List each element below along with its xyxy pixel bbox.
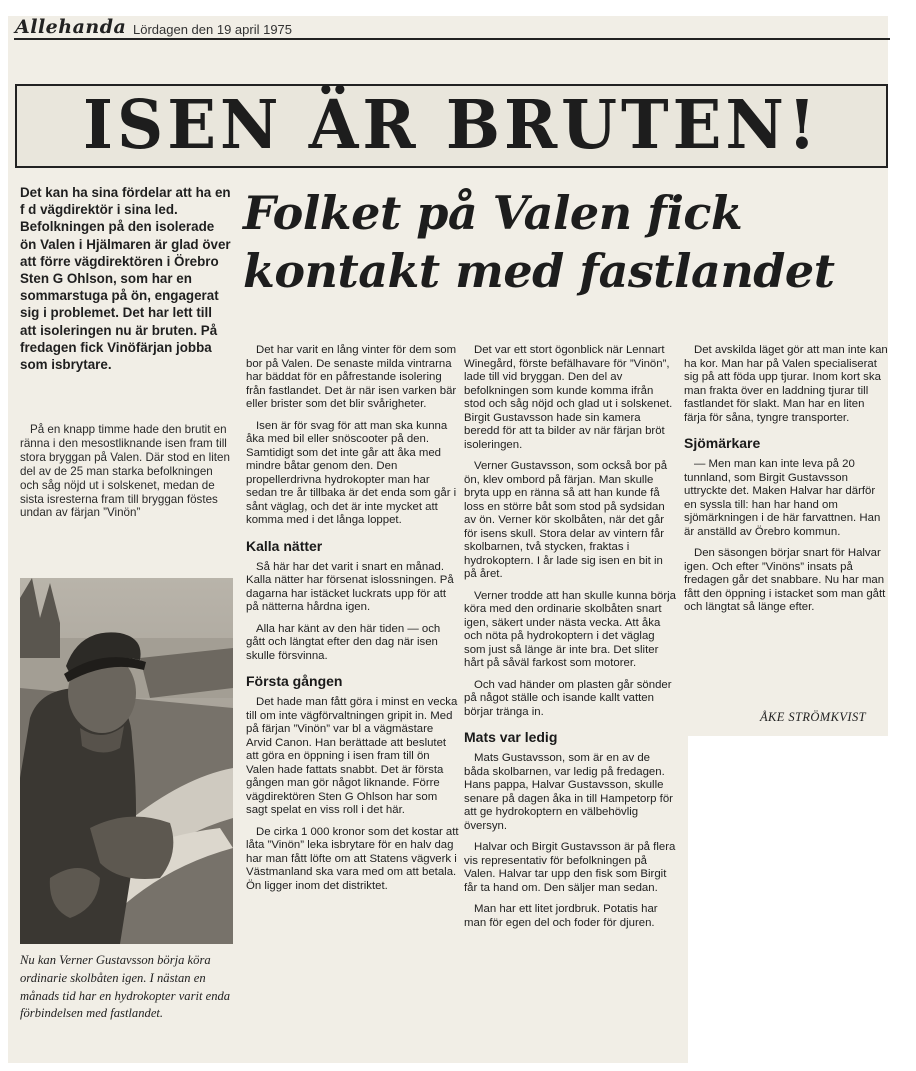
column-1-paragraph-5: Det hade man fått göra i minst en vecka till om inte vägförvaltningen gripit in. Med på färjan ”Vinön” var bl a vägmästare Arvid Canon. Han berättade att beslutet att göra en öppning i isen fram till ön Valen hade fattats snabbt. Det är första gången man gör något liknande. Förre vägdirektören Sten G Ohlson har som sagt spelat en viss roll i det här. <box>246 696 458 816</box>
article-column-2 <box>464 344 677 938</box>
column-2-paragraph-1: Det var ett stort ögonblick när Lennart Winegård, förste befälhavare för ”Vinön”, lade till vid bryggan. Den del av befolkningen som kunde komma ifrån stod och såg nöjd och glad ut i solskenet. Birgit Gustavsson hade sin kamera beredd för att ta bilder av när färjan bröt isoleringen. <box>464 344 673 451</box>
issue-date: Lördagen den 19 april 1975 <box>133 22 293 37</box>
column-1-paragraph-2: Isen är för svag för att man ska kunna åka med bil eller snöscooter på den. Samtidigt som det inte går att åka med mindre båtar genom den. Den propellerdrivna hydrokopter man har sedan tre år tillbaka är det enda som går i sånt väglag, och det är inte mycket att komma med i det långa loppet. <box>246 419 457 526</box>
column-1-paragraph-3: Så här har det varit i snart en månad. Kalla nätter har försenat islossningen. På dagarna har istäcket luckrats upp för att på nätterna hårdna igen. <box>246 560 454 613</box>
column-1-paragraph-4: Alla har känt av den här tiden — och gått och längtat efter den dag när isen skulle försvinna. <box>246 622 441 662</box>
masthead <box>15 16 885 38</box>
column-2-paragraph-7: Man har ett litet jordbruk. Potatis har man för egen del och foder för djuren. <box>464 903 658 929</box>
subheading-sjomarkare: Sjömärkare <box>684 435 761 451</box>
article-title-line-2: kontakt med fastlandet <box>243 244 835 298</box>
column-3-paragraph-3: Den säsongen börjar snart för Halvar igen. Och efter ”Vinöns” insats på fredagen går det snabbare. Nu har man fått den öppning i istacket som man gått och längtat så länge efter. <box>684 547 886 613</box>
author-byline: ÅKE STRÖMKVIST <box>760 710 866 724</box>
headline: ISEN ÄR BRUTEN! <box>83 86 820 165</box>
photo-caption: Nu kan Verner Gustavsson börja köra ordinarie skolbåten igen. I nästan en månads tid har en hydrokopter varit enda förbindelsen med fastlandet. <box>20 953 231 1021</box>
article-column-1 <box>246 344 459 901</box>
newspaper-name: Allehanda <box>15 16 127 38</box>
masthead-rule <box>14 38 890 40</box>
ingress-paragraph: På en knapp timme hade den brutit en ränna i den mesostliknande isen fram till stora bryggan på Valen. Där stod en liten del av de 25 man starka befolkningen och såg nöjd ut i solskenet, medan de sista isresterna fram till bryggan föstes undan av färjan ”Vinön” <box>20 423 230 520</box>
column-1-paragraph-1: Det har varit en lång vinter för dem som bor på Valen. De senaste milda vintrarna har bäddat för en påfrestande isolering från fastlandet. Det är när isen varken bär eller brister som det blir svårigheter. <box>246 344 457 410</box>
lead-paragraph: Det kan ha sina fördelar att ha en f d vägdirektör i sina led. Befolkningen på den isolerade ön Valen i Hjälmaren är glad över att förre vägdirektören i Örebro Sten G Ohlson, som har en sommarstuga på ön, engagerat sig i problemet. Det har lett till att isoleringen nu är bruten. På fredagen fick Vinöfärjan jobba som isbrytare. <box>20 185 231 373</box>
column-3-paragraph-2: — Men man kan inte leva på 20 tunnland, som Birgit Gustavsson uttryckte det. Maken Halvar har därför en syssla till: han har hand om sjömärkningen i de här farvattnen. Han är anställd av Örebro kommun. <box>684 458 881 538</box>
article-title <box>243 184 893 300</box>
headline-box <box>15 84 888 168</box>
article-column-3 <box>684 344 889 623</box>
column-1-paragraph-6: De cirka 1 000 kronor som det kostar att låta ”Vinön” leka isbrytare för en halv dag har man fått löfte om att Statens vägverk i Västmanland ska vara med om att betala. Ön ligger inom det distriktet. <box>246 825 459 892</box>
subheading-forsta-gangen: Första gången <box>246 673 343 689</box>
column-2-paragraph-4: Och vad händer om plasten går sönder på något ställe och isande kallt vatten börjar tränga in. <box>464 678 672 718</box>
column-3-paragraph-1: Det avskilda läget gör att man inte kan ha kor. Man har på Valen specialiserat sig på att föda upp tjurar. Inom kort ska man frakta över en laddning tjurar till fastlandet för slakt. Man har en liten färja för såna, tyngre transporter. <box>684 344 888 424</box>
column-2-paragraph-5: Mats Gustavsson, som är en av de båda skolbarnen, var ledig på fredagen. Hans pappa, Halvar Gustavsson, skulle senare på dagen åka in till Hampetorp för att ge hydrokoptern en välbehövlig översyn. <box>464 752 673 832</box>
subheading-mats-var-ledig: Mats var ledig <box>464 729 558 745</box>
photo-man-in-cap-icon <box>20 578 233 944</box>
column-2-paragraph-2: Verner Gustavsson, som också bor på ön, klev ombord på färjan. Man skulle bryta upp en ränna så att han kunde få loss en större båt som stod på sydsidan av ön. Verner kör skolbåten, när det går för isens skull. Stora delar av vintern får skolbarnen, två stycken, fraktas i hydrokoptern. I år lade sig isen en bit in på året. <box>464 460 668 580</box>
subheading-kalla-natter: Kalla nätter <box>246 537 323 554</box>
article-photo <box>20 578 233 944</box>
column-2-paragraph-3: Verner trodde att han skulle kunna börja köra med den ordinarie skolbåten snart igen, säkert under nästa vecka. Att åka och nöta på hydrokoptern i det väglag som just så länge är inte bra. Det sliter hårt på såväl farkost som motorer. <box>464 589 676 669</box>
column-2-paragraph-6: Halvar och Birgit Gustavsson är på flera vis representativ för befolkningen på Valen. Halvar tar upp den fisk som Birgit får ta hand om. Den säljer man sedan. <box>464 841 676 894</box>
article-title-line-1: Folket på Valen fick <box>243 186 743 240</box>
